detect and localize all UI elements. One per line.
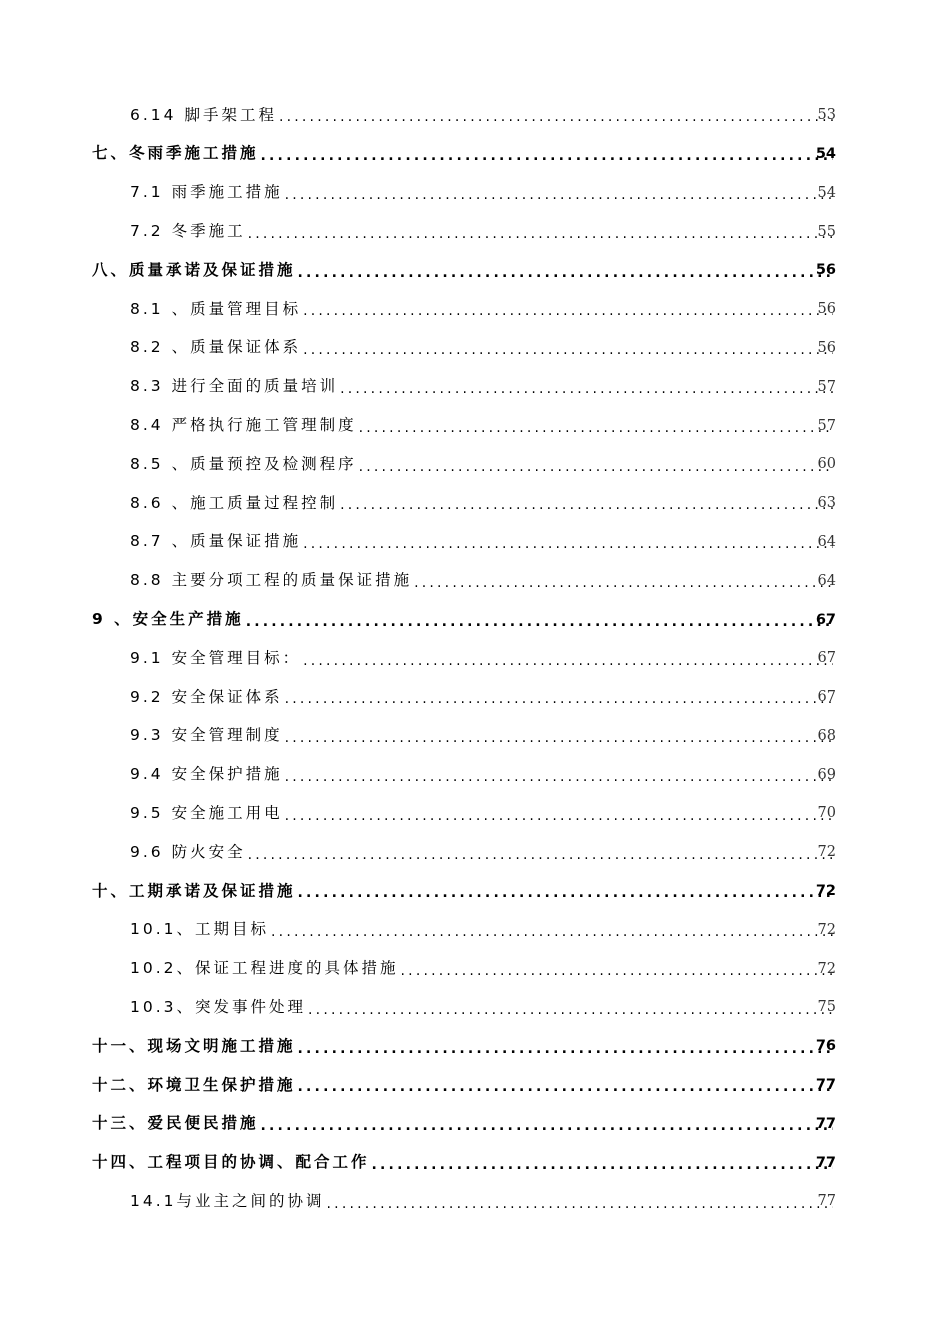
toc-entry[interactable]	[0, 911, 950, 950]
toc-entry-line	[130, 212, 837, 251]
toc-entry[interactable]	[0, 639, 950, 678]
toc-entry-line	[130, 639, 837, 678]
toc-entry-title: 14.1与业主之间的协调	[130, 1191, 325, 1210]
toc-entry[interactable]	[0, 1027, 950, 1066]
toc-page-number: 77	[817, 1193, 836, 1210]
toc-entry-title: 7.2 冬季施工	[130, 222, 246, 241]
toc-page-number: 72	[817, 844, 836, 861]
toc-dot-leader	[246, 615, 833, 629]
toc-dot-leader	[414, 576, 833, 590]
toc-page-number: 67	[817, 689, 836, 706]
toc-dot-leader	[285, 770, 833, 784]
toc-dot-leader	[285, 731, 833, 745]
toc-entry-line	[130, 756, 837, 795]
toc-page-number: 72	[817, 960, 836, 977]
toc-entry[interactable]	[0, 1066, 950, 1105]
toc-entry[interactable]	[0, 562, 950, 601]
toc-page-number: 67	[817, 650, 836, 667]
toc-page-number: 57	[817, 417, 836, 434]
toc-dot-leader	[401, 964, 833, 978]
toc-entry-line	[92, 1066, 837, 1105]
toc-entry-title: 十、工期承诺及保证措施	[92, 881, 296, 900]
toc-entry-title: 9.2 安全保证体系	[130, 687, 283, 706]
toc-dot-leader	[285, 809, 833, 823]
toc-page-number: 77	[815, 1077, 836, 1094]
toc-entry-line	[92, 1027, 837, 1066]
toc-entry[interactable]	[0, 445, 950, 484]
toc-entry-title: 10.2、保证工程进度的具体措施	[130, 959, 399, 978]
toc-page-number: 64	[817, 572, 836, 589]
toc-page-number: 54	[815, 145, 836, 162]
toc-entry-title: 十三、爱民便民措施	[92, 1114, 259, 1133]
toc-entry-title: 8.6 、施工质量过程控制	[130, 493, 339, 512]
toc-entry-line	[130, 717, 837, 756]
toc-page-number: 54	[817, 184, 836, 201]
toc-entry-title: 8.5 、质量预控及检测程序	[130, 454, 357, 473]
toc-entry[interactable]	[0, 794, 950, 833]
toc-entry-title: 9 、安全生产措施	[92, 610, 244, 628]
toc-page-number: 77	[815, 1154, 836, 1171]
toc-entry-line	[130, 368, 837, 407]
toc-page-number: 72	[817, 921, 836, 938]
toc-dot-leader	[308, 1003, 833, 1017]
toc-page-number: 56	[817, 339, 836, 356]
toc-dot-leader	[303, 654, 833, 668]
toc-entry-line	[130, 329, 837, 368]
toc-entry-title: 6.14 脚手架工程	[130, 105, 277, 124]
toc-entry[interactable]	[0, 212, 950, 251]
toc-page-number: 72	[815, 883, 836, 900]
toc-entry[interactable]	[0, 174, 950, 213]
toc-dot-leader	[298, 266, 833, 280]
toc-entry-title: 8.4 严格执行施工管理制度	[130, 416, 357, 435]
toc-entry-title: 9.4 安全保护措施	[130, 765, 283, 784]
toc-entry-line	[130, 833, 837, 872]
toc-page-number: 64	[817, 533, 836, 550]
toc-page-number: 63	[817, 495, 836, 512]
toc-page-number: 60	[817, 456, 836, 473]
toc-entry-line	[92, 872, 837, 911]
toc-page-number: 57	[817, 378, 836, 395]
toc-entry-line	[130, 1182, 837, 1221]
toc-dot-leader	[359, 421, 833, 435]
toc-dot-leader	[340, 382, 833, 396]
toc-entry[interactable]	[0, 368, 950, 407]
toc-entry[interactable]	[0, 1144, 950, 1183]
toc-entry[interactable]	[0, 135, 950, 174]
toc-entry[interactable]	[0, 290, 950, 329]
toc-entry-line	[92, 1144, 837, 1183]
toc-entry-line	[92, 1105, 837, 1144]
toc-entry-title: 八、质量承诺及保证措施	[92, 260, 296, 279]
toc-page-number: 56	[815, 262, 836, 279]
toc-page-number: 67	[815, 611, 836, 628]
toc-page-number: 69	[817, 766, 836, 783]
toc-entry-line	[130, 290, 837, 329]
toc-entry-line	[130, 794, 837, 833]
toc-dot-leader	[285, 692, 833, 706]
toc-dot-leader	[303, 304, 833, 318]
toc-entry-title: 十一、现场文明施工措施	[92, 1036, 296, 1055]
toc-entry[interactable]	[0, 329, 950, 368]
toc-dot-leader	[248, 227, 833, 241]
toc-entry[interactable]	[0, 950, 950, 989]
toc-dot-leader	[285, 188, 833, 202]
table-of-contents	[0, 96, 950, 1221]
toc-entry[interactable]	[0, 1182, 950, 1221]
toc-entry-title: 9.1 安全管理目标：	[130, 648, 302, 667]
toc-entry-title: 10.3、突发事件处理	[130, 997, 307, 1016]
toc-entry-line	[130, 950, 837, 989]
toc-entry-line	[130, 911, 837, 950]
toc-page-number: 70	[817, 805, 836, 822]
toc-entry-title: 10.1、工期目标	[130, 920, 270, 939]
toc-dot-leader	[261, 149, 833, 163]
toc-entry-title: 十二、环境卫生保护措施	[92, 1075, 296, 1094]
toc-entry[interactable]	[0, 988, 950, 1027]
toc-entry-title: 9.5 安全施工用电	[130, 803, 283, 822]
toc-entry-line	[130, 484, 837, 523]
toc-entry-title: 8.8 主要分项工程的质量保证措施	[130, 571, 413, 590]
toc-entry-line	[92, 251, 837, 290]
toc-entry-line	[130, 174, 837, 213]
toc-page-number: 55	[817, 223, 836, 240]
toc-entry[interactable]	[0, 523, 950, 562]
toc-entry-line	[130, 96, 837, 135]
toc-entry[interactable]	[0, 600, 950, 639]
toc-page-number: 56	[817, 301, 836, 318]
toc-entry-line	[130, 523, 837, 562]
toc-entry[interactable]	[0, 406, 950, 445]
toc-dot-leader	[261, 1119, 833, 1133]
toc-entry-line	[92, 135, 837, 174]
toc-entry[interactable]	[0, 96, 950, 135]
toc-entry-line	[130, 562, 837, 601]
toc-entry[interactable]	[0, 756, 950, 795]
toc-entry[interactable]	[0, 484, 950, 523]
toc-dot-leader	[327, 1197, 833, 1211]
toc-page-number: 75	[817, 999, 836, 1016]
toc-entry[interactable]	[0, 678, 950, 717]
toc-entry[interactable]	[0, 833, 950, 872]
toc-page-number: 76	[815, 1038, 836, 1055]
toc-entry-line	[130, 678, 837, 717]
toc-entry-title: 十四、工程项目的协调、配合工作	[92, 1153, 370, 1172]
toc-dot-leader	[340, 498, 833, 512]
toc-dot-leader	[271, 925, 833, 939]
toc-entry-line	[130, 445, 837, 484]
toc-dot-leader	[279, 110, 833, 124]
toc-entry[interactable]	[0, 872, 950, 911]
toc-entry-line	[130, 406, 837, 445]
toc-entry-title: 8.7 、质量保证措施	[130, 532, 302, 551]
toc-dot-leader	[372, 1158, 833, 1172]
toc-entry-title: 七、冬雨季施工措施	[92, 144, 259, 163]
toc-entry-title: 8.3 进行全面的质量培训	[130, 377, 339, 396]
toc-dot-leader	[298, 1042, 833, 1056]
toc-dot-leader	[248, 848, 833, 862]
toc-entry[interactable]	[0, 1105, 950, 1144]
toc-dot-leader	[298, 886, 833, 900]
toc-page-number: 53	[817, 107, 836, 124]
toc-dot-leader	[298, 1080, 833, 1094]
toc-entry-title: 8.2 、质量保证体系	[130, 338, 302, 357]
toc-dot-leader	[359, 460, 833, 474]
toc-dot-leader	[303, 343, 833, 357]
toc-entry-title: 9.3 安全管理制度	[130, 726, 283, 745]
toc-entry-line	[92, 600, 837, 639]
toc-entry[interactable]	[0, 251, 950, 290]
toc-entry-line	[130, 988, 837, 1027]
toc-dot-leader	[303, 537, 833, 551]
toc-entry-title: 7.1 雨季施工措施	[130, 183, 283, 202]
toc-entry-title: 8.1 、质量管理目标	[130, 299, 302, 318]
toc-entry[interactable]	[0, 717, 950, 756]
toc-page-number: 68	[817, 727, 836, 744]
toc-page-number: 77	[815, 1115, 836, 1132]
toc-entry-title: 9.6 防火安全	[130, 842, 246, 861]
